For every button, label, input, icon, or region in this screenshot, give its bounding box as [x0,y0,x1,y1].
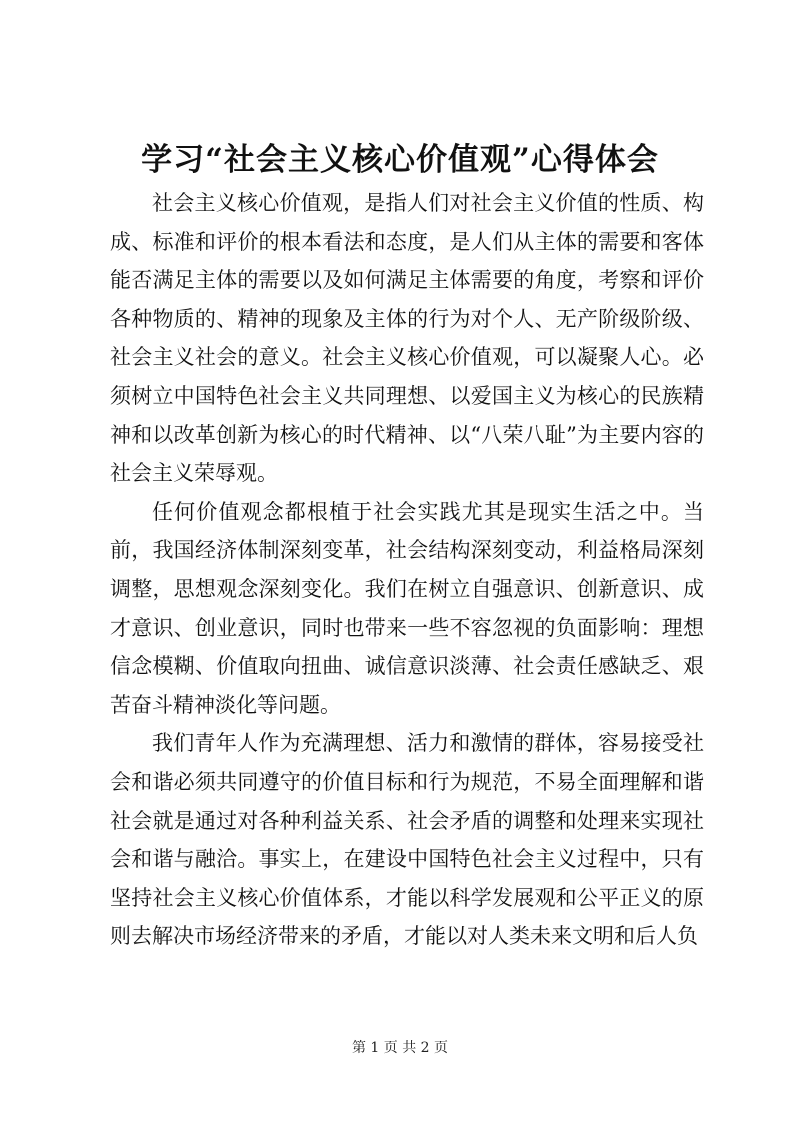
document-body [110,184,704,956]
document-title: 学习“社会主义核心价值观”心得体会 [141,142,659,178]
paragraph-1: 社会主义核心价值观，是指人们对社会主义价值的性质、构成、标准和评价的根本看法和态度，是人们从主体的需要和客体能否满足主体的需要以及如何满足主体需要的角度，考察和评价各种物质的、精神的现象及主体的行为对个人、无产阶级阶级、社会主义社会的意义。社会主义核心价值观，可以凝聚人心。必须树立中国特色社会主义共同理想、以爱国主义为核心的民族精神和以改革创新为核心的时代精神、以“八荣八耻”为主要内容的社会主义荣辱观。 [110,191,704,486]
page-number-footer: 第 1 页 共 2 页 [351,1040,449,1056]
paragraph-2: 任何价值观念都根植于社会实践尤其是现实生活之中。当前，我国经济体制深刻变革，社会结构深刻变动，利益格局深刻调整，思想观念深刻变化。我们在树立自强意识、创新意识、成才意识、创业意识，同时也带来一些不容忽视的负面影响：理想信念模糊、价值取向扭曲、诚信意识淡薄、社会责任感缺乏、艰苦奋斗精神淡化等问题。 [110,499,704,717]
paragraph-3: 我们青年人作为充满理想、活力和激情的群体，容易接受社会和谐必须共同遵守的价值目标和行为规范，不易全面理解和谐社会就是通过对各种利益关系、社会矛盾的调整和处理来实现社会和谐与融洽。事实上，在建设中国特色社会主义过程中，只有坚持社会主义核心价值体系，才能以科学发展观和公平正义的原则去解决市场经济带来的矛盾，才能以对人类未来文明和后人负 [110,731,704,949]
